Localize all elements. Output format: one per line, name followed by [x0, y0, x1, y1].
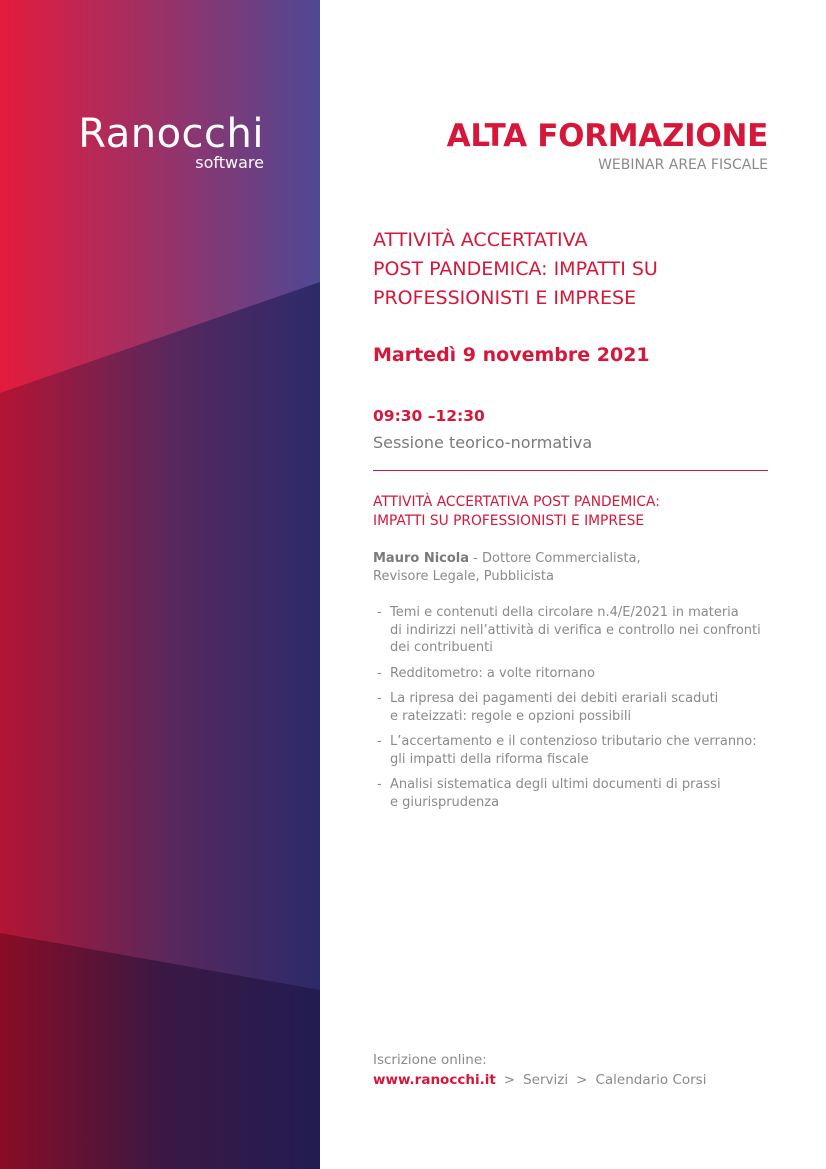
speaker-line — [373, 550, 773, 568]
topic-list — [373, 604, 773, 819]
registration-path — [373, 1070, 706, 1090]
talk-title-line: IMPATTI SU PROFESSIONISTI E IMPRESE — [373, 513, 645, 529]
speaker-role-line: Revisore Legale, Pubblicista — [373, 569, 554, 584]
list-item-line: Analisi sistematica degli ultimi documenti di prassi — [390, 777, 721, 792]
event-date: Martedì 9 novembre 2021 — [373, 344, 650, 366]
list-item — [373, 665, 773, 683]
section-divider — [373, 470, 768, 471]
header — [348, 118, 768, 174]
speaker-info — [373, 550, 773, 586]
breadcrumb-servizi: Servizi — [523, 1072, 569, 1088]
event-title-line: POST PANDEMICA: IMPATTI SU — [373, 258, 658, 280]
breadcrumb-calendario-corsi: Calendario Corsi — [595, 1072, 707, 1088]
breadcrumb-separator: > — [503, 1072, 516, 1088]
talk-title — [373, 493, 773, 531]
logo-subtitle: software — [195, 153, 264, 172]
list-item-line: e rateizzati: regole e opzioni possibili — [390, 708, 632, 724]
dash-bullet: - — [377, 665, 382, 681]
list-item — [373, 733, 773, 768]
list-item-line: dei contribuenti — [390, 640, 493, 655]
breadcrumb-separator: > — [576, 1072, 588, 1088]
event-title — [373, 226, 773, 313]
gradient-background — [0, 0, 320, 1169]
list-item-line: Redditometro: a volte ritornano — [390, 665, 596, 681]
logo-wordmark: Ranocchi — [78, 111, 264, 157]
list-item-line: L’accertamento e il contenzioso tributario che verranno: — [390, 734, 757, 749]
event-title-line: PROFESSIONISTI E IMPRESE — [373, 287, 637, 309]
decorative-side-panel — [0, 0, 320, 1169]
list-item-line: Temi e contenuti della circolare n.4/E/2021 in materia — [390, 605, 739, 620]
ranocchi-logo — [70, 112, 264, 172]
list-item — [373, 776, 773, 811]
list-item-line: La ripresa dei pagamenti dei debiti erariali scaduti — [390, 691, 719, 706]
registration-label: Iscrizione online: — [373, 1052, 487, 1068]
dash-bullet: - — [377, 605, 382, 620]
speaker-name: Mauro Nicola — [373, 551, 470, 566]
website-link[interactable]: www.ranocchi.it — [373, 1072, 496, 1088]
list-item — [373, 604, 773, 657]
talk-title-line: ATTIVITÀ ACCERTATIVA POST PANDEMICA: — [373, 494, 660, 510]
page-subtitle: WEBINAR AREA FISCALE — [598, 157, 768, 173]
speaker-role: - Dottore Commercialista, — [469, 551, 641, 566]
dash-bullet: - — [377, 691, 382, 706]
list-item-line: di indirizzi nell’attività di verifica e controllo nei confronti — [390, 622, 761, 638]
event-time: 09:30 –12:30 — [373, 407, 485, 425]
event-session: Sessione teorico-normativa — [373, 433, 593, 452]
footer-registration — [373, 1050, 706, 1090]
dash-bullet: - — [377, 734, 382, 749]
event-title-line: ATTIVITÀ ACCERTATIVA — [373, 229, 588, 251]
page-title: ALTA FORMAZIONE — [446, 118, 768, 154]
list-item-line: e giurisprudenza — [390, 794, 500, 810]
list-item — [373, 690, 773, 725]
dash-bullet: - — [377, 777, 382, 792]
list-item-line: gli impatti della riforma fiscale — [390, 751, 589, 767]
